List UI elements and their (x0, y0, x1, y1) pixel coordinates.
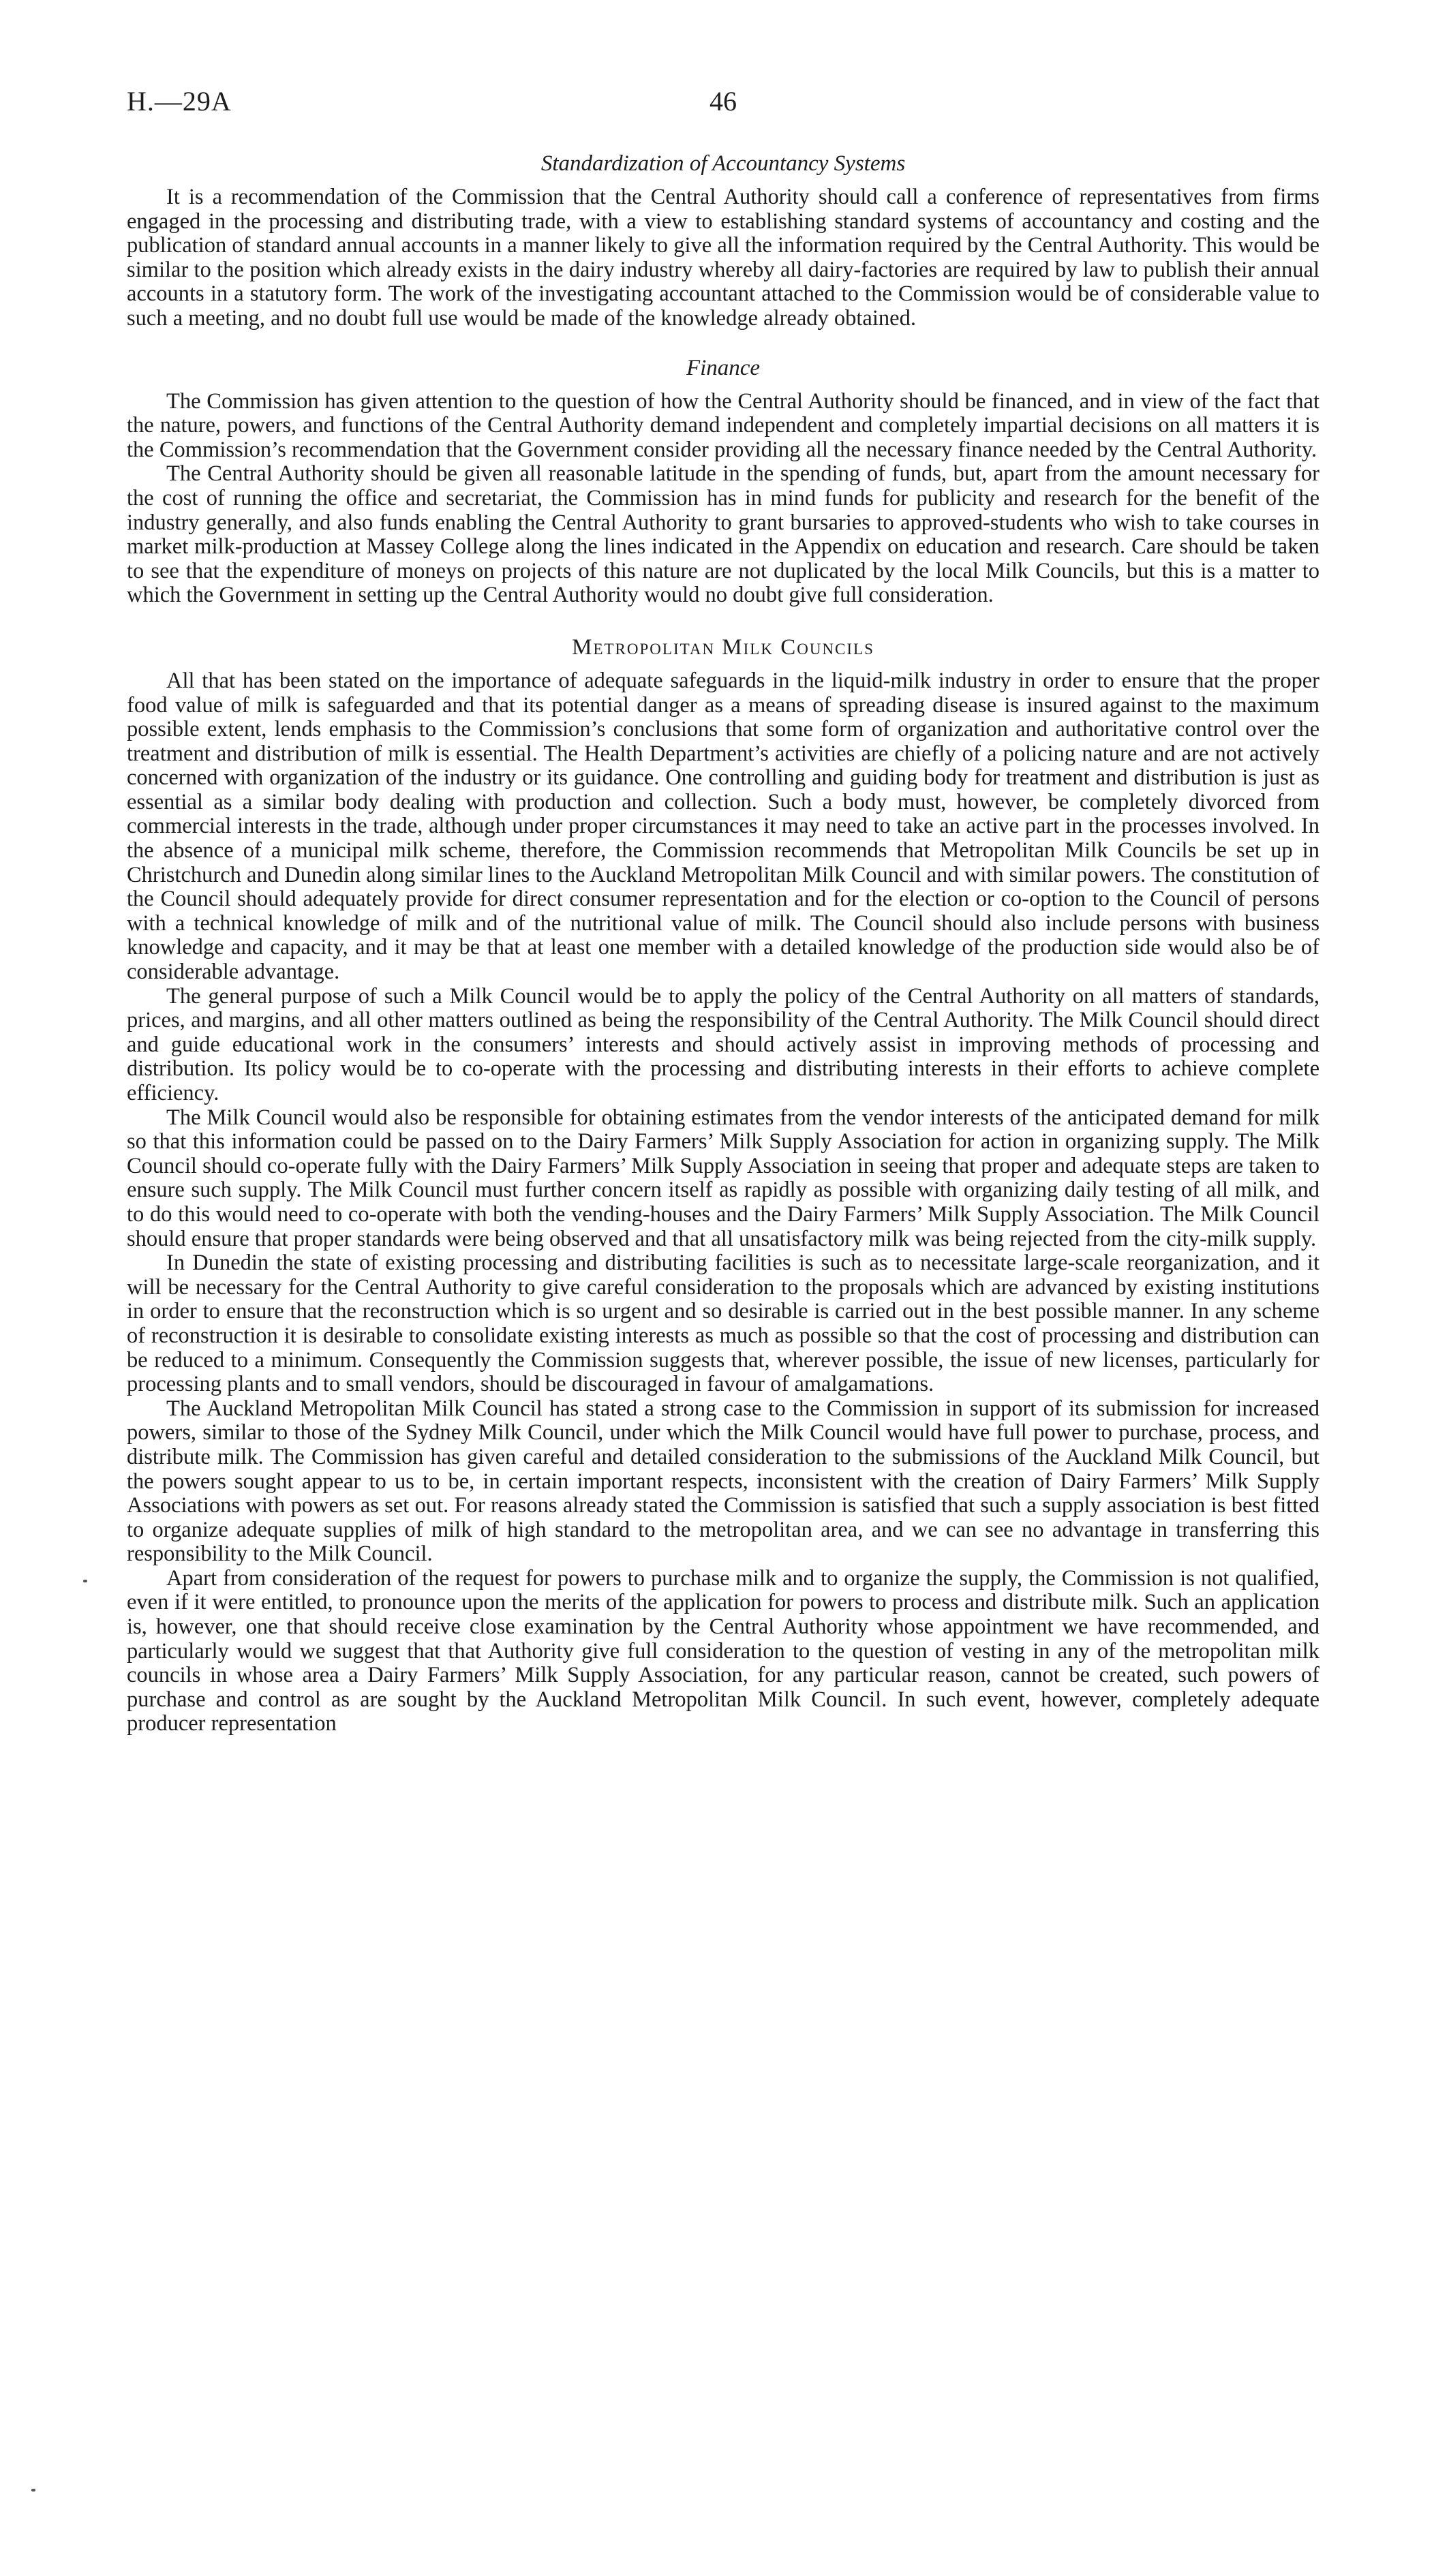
paragraph: The Auckland Metropolitan Milk Council has stated a strong case to the Commission in support of its submission for increased powers, similar to those of the Sydney Milk Council, under which the Milk Council would have full power to purchase, process, and distribute milk. The Commission has given careful and detailed consideration to the submissions of the Auckland Milk Council, but the powers sought appear to us to be, in certain important respects, inconsistent with the creation of Dairy Farmers’ Milk Supply Associations with powers as set out. For reasons already stated the Commission is satisfied that such a supply association is best fitted to organize adequate supplies of milk of high standard to the metropolitan area, and we can see no advantage in transferring this responsibility to the Milk Council. (127, 1396, 1320, 1567)
page-number: 46 (710, 86, 737, 117)
paragraph: Apart from consideration of the request for powers to purchase milk and to organize the supply, the Commission is not qualified, even if it were entitled, to pronounce upon the merits of the application for powers to process and distribute milk. Such an application is, however, one that should receive close examination by the Central Authority whose appointment we have recommended, and particularly would we suggest that that Authority give full consideration to the question of vesting in any of the metropolitan milk councils in whose area a Dairy Farmers’ Milk Supply Association, for any particular reason, cannot be created, such powers of purchase and control as are sought by the Auckland Metropolitan Milk Council. In such event, however, completely adequate producer representation (127, 1565, 1320, 1736)
section-heading-milk-councils: Metropolitan Milk Councils (572, 634, 874, 660)
margin-mark (31, 2489, 35, 2491)
paragraph: The Commission has given attention to the question of how the Central Authority should be financed, and in view of the fact that the nature, powers, and functions of the Central Authority demand independent and completely impartial decisions on all matters it is the Commission’s recommendation that the Government consider providing all the necessary finance needed by the Central Authority. (127, 388, 1320, 462)
section-heading-accountancy: Standardization of Accountancy Systems (540, 151, 906, 176)
body-text (127, 150, 1320, 1736)
section-heading-finance: Finance (686, 355, 761, 380)
margin-mark (83, 1580, 87, 1582)
paragraph: It is a recommendation of the Commission that the Central Authority should call a conference of representatives from firms engaged in the processing and distributing trade, with a view to establishing standard systems of accountancy and costing and the publication of standard annual accounts in a manner likely to give all the information required by the Central Authority. This would be similar to the position which already exists in the dairy industry whereby all dairy-factories are required by law to publish their annual accounts in a statutory form. The work of the investigating accountant attached to the Commission would be of considerable value to such a meeting, and no doubt full use would be made of the knowledge already obtained. (127, 185, 1320, 331)
running-header (127, 85, 1320, 126)
paragraph: The Central Authority should be given all reasonable latitude in the spending of funds, but, apart from the amount necessary for the cost of running the office and secretariat, the Commission has in mind funds for publicity and research for the benefit of the industry generally, and also funds enabling the Central Authority to grant bursaries to approved-students who wish to take courses in market milk-production at Massey College along the lines indicated in the Appendix on education and research. Care should be taken to see that the expenditure of moneys on projects of this nature are not duplicated by the local Milk Councils, but this is a matter to which the Government in setting up the Central Authority would no doubt give full consideration. (127, 461, 1320, 608)
paragraph: In Dunedin the state of existing processing and distributing facilities is such as to necessitate large-scale reorganization, and it will be necessary for the Central Authority to give careful consideration to the proposals which are advanced by existing institutions in order to ensure that the reconstruction which is so urgent and so desirable is carried out in the best possible manner. In any scheme of reconstruction it is desirable to consolidate existing interests as much as possible so that the cost of processing and distribution can be reduced to a minimum. Consequently the Commission suggests that, wherever possible, the issue of new licenses, particularly for processing plants and to small vendors, should be discouraged in favour of amalgamations. (127, 1251, 1320, 1397)
paragraph: The Milk Council would also be responsible for obtaining estimates from the vendor interests of the anticipated demand for milk so that this information could be passed on to the Dairy Farmers’ Milk Supply Association for action in organizing supply. The Milk Council should co-operate fully with the Dairy Farmers’ Milk Supply Association in seeing that proper and adequate steps are taken to ensure such supply. The Milk Council must further concern itself as rapidly as possible with organizing daily testing of all milk, and to do this would need to co-operate with both the vending-houses and the Dairy Farmers’ Milk Supply Association. The Milk Council should ensure that proper standards were being observed and that all unsatisfactory milk was being rejected from the city-milk supply. (127, 1105, 1320, 1251)
document-reference: H.—29A (127, 86, 232, 117)
paragraph: The general purpose of such a Milk Council would be to apply the policy of the Central Authority on all matters of standards, prices, and margins, and all other matters outlined as being the responsibility of the Central Authority. The Milk Council should direct and guide educational work in the consumers’ interests and should actively assist in improving methods of processing and distribution. Its policy would be to co-operate with the processing and distributing interests in their efforts to achieve complete efficiency. (127, 983, 1320, 1105)
paragraph: All that has been stated on the importance of adequate safeguards in the liquid-milk industry in order to ensure that the proper food value of milk is safeguarded and that its potential danger as a means of spreading disease is insured against to the maximum possible extent, lends emphasis to the Commission’s conclusions that some form of organization and authoritative control over the treatment and distribution of milk is essential. The Health Department’s activities are chiefly of a policing nature and are not actively concerned with organization of the industry or its guidance. One controlling and guiding body for treatment and distribution is just as essential as a similar body dealing with production and collection. Such a body must, however, be completely divorced from commercial interests in the trade, although under proper circumstances it may need to take an active part in the processes involved. In the absence of a municipal milk scheme, therefore, the Commission recommends that Metropolitan Milk Councils be set up in Christchurch and Dunedin along similar lines to the Auckland Metropolitan Milk Council and with similar powers. The constitution of the Council should adequately provide for direct consumer representation and for the election or co-option to the Council of persons with a technical knowledge of milk and of the nutritional value of milk. The Council should also include persons with business knowledge and capacity, and it may be that at least one member with a detailed knowledge of the production side would also be of considerable advantage. (127, 668, 1320, 985)
